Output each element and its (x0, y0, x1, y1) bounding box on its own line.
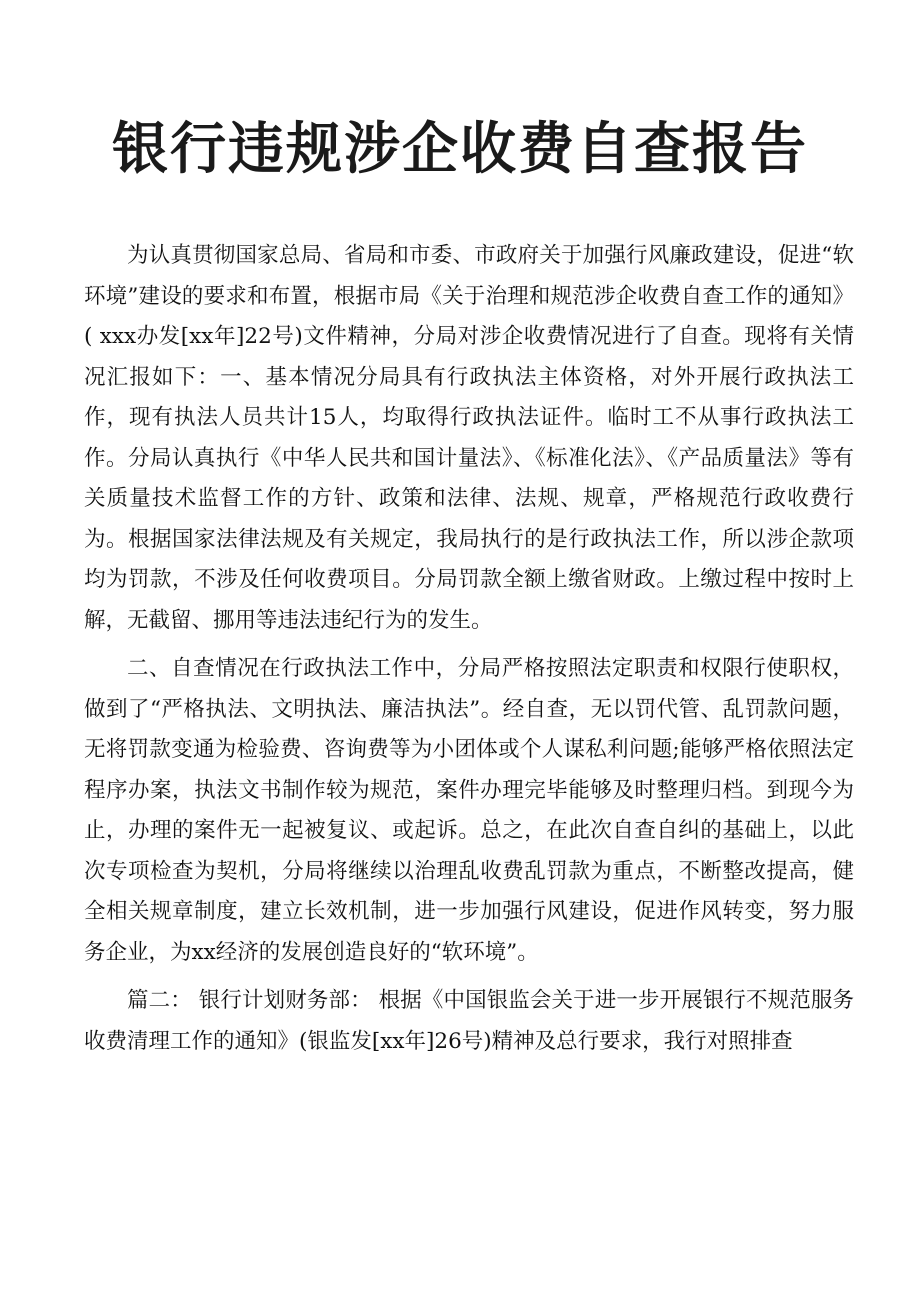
document-body (84, 236, 854, 1062)
page-title: 银行违规涉企收费自查报告 (112, 117, 808, 182)
paragraph-1: 为认真贯彻国家总局、省局和市委、市政府关于加强行风廉政建设，促进“软环境”建设的要求和布置，根据市局《关于治理和规范涉企收费自查工作的通知》( xxx办发[xx年]22号)文件精神，分局对涉企收费情况进行了自查。现将有关情况汇报如下：一、基本情况分局具有行政执法主体资格，对外开展行政执法工作，现有执法人员共计15人，均取得行政执法证件。临时工不从事行政执法工作。分局认真执行《中华人民共和国计量法》、《标准化法》、《产品质量法》等有关质量技术监督工作的方针、政策和法律、法规、规章，严格规范行政收费行为。根据国家法律法规及有关规定，我局执行的是行政执法工作，所以涉企款项均为罚款，不涉及任何收费项目。分局罚款全额上缴省财政。上缴过程中按时上解，无截留、挪用等违法违纪行为的发生。 (84, 243, 854, 633)
paragraph-2: 二、自查情况在行政执法工作中，分局严格按照法定职责和权限行使职权，做到了“严格执法、文明执法、廉洁执法”。经自查，无以罚代管、乱罚款问题，无将罚款变通为检验费、咨询费等为小团体或个人谋私利问题;能够严格依照法定程序办案，执法文书制作较为规范，案件办理完毕能够及时整理归档。到现今为止，办理的案件无一起被复议、或起诉。总之，在此次自查自纠的基础上，以此次专项检查为契机，分局将继续以治理乱收费乱罚款为重点，不断整改提高，健全相关规章制度，建立长效机制，进一步加强行风建设，促进作风转变，努力服务企业，为xx经济的发展创造良好的“软环境”。 (84, 656, 854, 965)
paragraph-3: 篇二： 银行计划财务部： 根据《中国银监会关于进一步开展银行不规范服务收费清理工作的通知》(银监发[xx年]26号)精神及总行要求，我行对照排查 (84, 988, 854, 1054)
